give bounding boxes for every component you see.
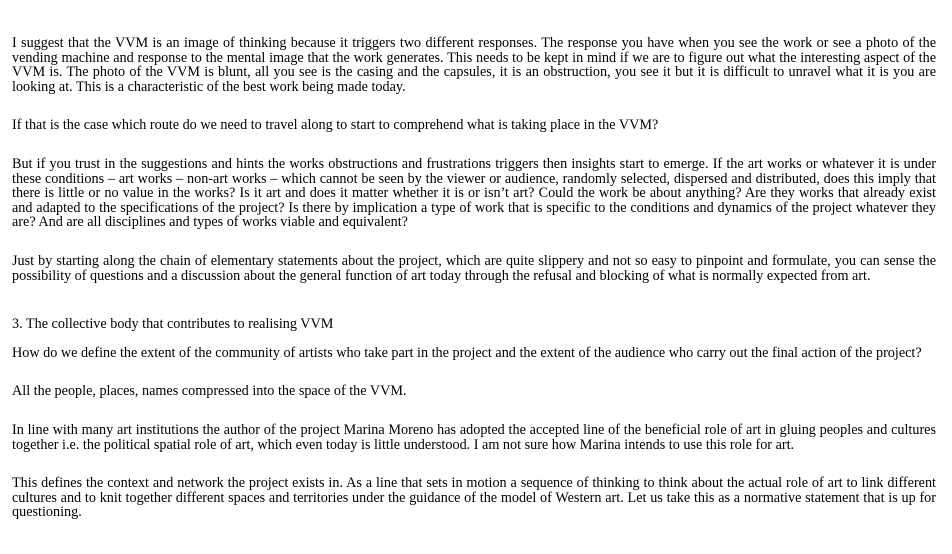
paragraph-community-question: How do we define the extent of the community of artists who take part in the project and the extent of the audience who carry out the final action of the project? — [12, 344, 922, 361]
paragraph-elementary-statements: Just by starting along the chain of elementary statements about the project, which are quite slippery and not so easy to pinpoint and formulate, you can sense the possibility of questions and a discussion about the general function of art today through the refusal and blocking of what is normally expected from art. — [12, 252, 936, 284]
paragraph-institutions: In line with many art institutions the author of the project Marina Moreno has adopted the accepted line of the beneficial role of art in gluing peoples and cultures together i.e. the political spatial role of art, which even today is little understood. I am not sure how Marina intends to use this role for art. — [12, 421, 936, 453]
paragraph-obstructions: But if you trust in the suggestions and hints the works obstructions and frustrations triggers then insights start to emerge. If the art works or whatever it is under these conditions – art works – non-art works – which cannot be seen by the viewer or audience, randomly selected, dispersed and distributed, does this imply that there is little or no value in the works? Is it art and does it matter whether it is or isn’t art? Could the work be about anything? Are they works that already exist and adapted to the specifications of the project? Is there by implication a type of work that is specific to the conditions and dynamics of the project whatever they are? And are all disciplines and types of works viable and equivalent? — [12, 155, 936, 231]
paragraph-people-places: All the people, places, names compressed into the space of the VVM. — [12, 383, 407, 400]
paragraph-image-of-thinking: I suggest that the VVM is an image of thinking because it triggers two different responses. The response you have when you see the work or see a photo of the vending machine and response to the mental image that the work generates. This needs to be kept in mind if we are to figure out what the interesting aspect of the VVM is. The photo of the VVM is blunt, all you see is the casing and the capsules, it is an obstruction, you see it but it is difficult to unravel what it is you are looking at. This is a characteristic of the best work being made today. — [12, 35, 936, 95]
document-body — [12, 36, 936, 520]
paragraph-context-network: This defines the context and network the project exists in. As a line that sets in motion a sequence of thinking to think about the actual role of art to link different cultures and to knit together different spaces and territories under the guidance of the model of Western art. Let us take this as a normative statement that is up for questioning. — [12, 475, 936, 521]
section-heading: 3. The collective body that contributes to realising VVM — [12, 316, 334, 333]
paragraph-route-question: If that is the case which route do we need to travel along to start to comprehend what is taking place in the VVM? — [12, 117, 659, 134]
